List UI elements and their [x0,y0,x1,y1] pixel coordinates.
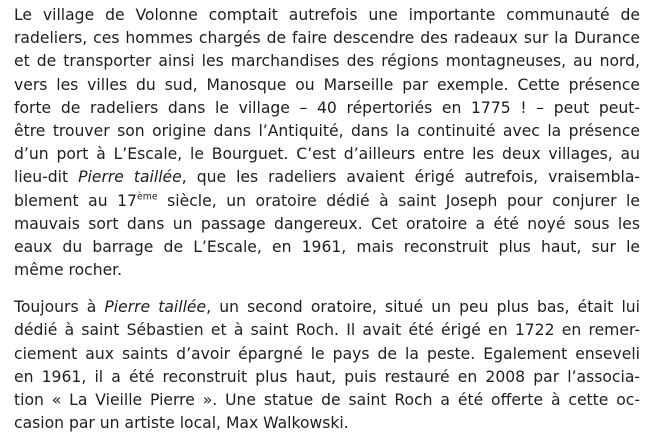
text-line: eaux du barrage de L’Escale, en 1961, mais reconstruit plus haut, sur le [14,237,640,256]
text-run: , que les radeliers avaient érigé autrefois, vraisembla- [181,168,640,187]
paragraph-spacer [14,282,640,296]
text-line: tion « La Vieille Pierre ». Une statue de saint Roch a été offerte à cette oc- [14,391,640,409]
paragraph-radeliers [14,4,640,282]
text-line: radeliers, ces hommes chargés de faire descendre des radeaux sur la Durance [14,29,640,48]
text-line: vers les villes du sud, Manosque ou Marseille par exemple. Cette présence [14,75,640,94]
text-run: lieu-dit [14,168,79,187]
text-line: en 1961, il a été reconstruit plus haut, puis restauré en 2008 par l’associa- [14,367,640,386]
text-line: Le village de Volonne comptait autrefois une importante communauté de [14,6,640,24]
text-line [14,190,640,213]
text-line: d’un port à L’Escale, le Bourguet. C’est d’ailleurs entre les deux villages, au [14,145,640,164]
ordinal-superscript: ème [136,190,158,202]
text-line: mauvais sort dans un passage dangereux. Cet oratoire a été noyé sous les [14,214,640,233]
text-line: forte de radeliers dans le village – 40 répertoriés en 1775 ! – peut peut- [14,98,640,117]
text-run: blement au 17 [14,191,137,210]
text-line [14,296,640,319]
place-name-italic: Pierre taillée [78,168,182,187]
text-line: ciement aux saints d’avoir épargné le pays de la peste. Egalement enseveli [14,344,640,363]
text-run: , un second oratoire, situé un peu plus bas, était lui [206,298,640,317]
place-name-italic: Pierre taillée [104,298,207,317]
text-line: être trouver son origine dans l’Antiquité, dans la continuité avec la présence [14,121,640,140]
document-page [14,4,640,435]
text-run: Toujours à [14,298,105,317]
text-line: dédié à saint Sébastien et à saint Roch. Il avait été érigé en 1722 en remer- [14,321,640,340]
text-line: et de transporter ainsi les marchandises des régions montagneuses, au nord, [14,52,640,71]
paragraph-pierre-taillee [14,296,640,435]
text-run: siècle, un oratoire dédié à saint Joseph pour conjurer le [157,191,640,210]
text-line [14,166,640,189]
text-line-last: casion par un artiste local, Max Walkowski. [14,414,349,433]
text-line-last: même rocher. [14,261,123,280]
